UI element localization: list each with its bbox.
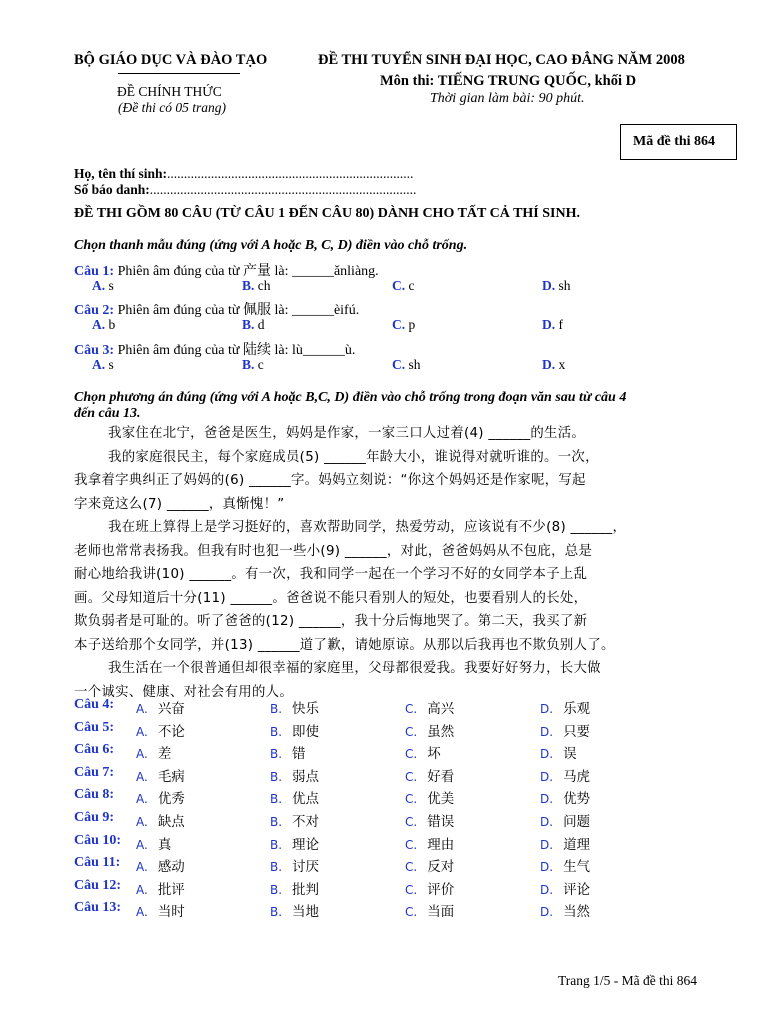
option-letter: A. <box>136 860 148 874</box>
question-number: Câu 10: <box>74 833 122 848</box>
passage-line: 我家住在北宁，爸爸是医生，妈妈是作家，一家三口人过着(4) ______的生活。 <box>108 426 586 441</box>
option-value: 讨厌 <box>292 859 320 875</box>
option-letter: D. <box>540 747 554 761</box>
answer-option-b[interactable] <box>270 900 319 920</box>
option-value: s <box>108 278 114 293</box>
answer-question-number <box>74 878 121 894</box>
answer-question-number <box>74 810 114 826</box>
option-value: 真 <box>157 837 172 853</box>
answer-option-d[interactable] <box>540 855 590 875</box>
option-value: 评论 <box>563 882 591 898</box>
option-b[interactable] <box>242 317 265 333</box>
question-text: Phiên âm đúng của từ 佩服 là: ______èifú. <box>117 303 360 318</box>
answer-option-c[interactable] <box>405 697 454 717</box>
passage-line: 我拿着字典纠正了妈妈的(6) ______字。妈妈立刻说：“你这个妈妈还是作家呢，写起 <box>74 473 586 488</box>
option-letter: B. <box>242 357 255 372</box>
option-letter: A. <box>136 770 148 784</box>
option-letter: D. <box>542 278 556 293</box>
answer-option-a[interactable] <box>136 765 185 785</box>
option-value: 优秀 <box>157 791 185 807</box>
ministry-underline <box>118 73 240 74</box>
question-number: Câu 6: <box>74 742 115 757</box>
option-value: 只要 <box>563 724 591 740</box>
option-letter: B. <box>270 838 283 852</box>
option-value: 高兴 <box>427 701 455 717</box>
option-d[interactable] <box>542 278 571 294</box>
answer-option-c[interactable] <box>405 765 454 785</box>
option-value: 感动 <box>157 859 185 875</box>
answer-option-b[interactable] <box>270 810 319 830</box>
option-letter: C. <box>405 905 418 919</box>
option-value: sh <box>408 357 421 372</box>
answer-question-number <box>74 833 121 849</box>
option-c[interactable] <box>392 278 415 294</box>
option-letter: B. <box>270 883 283 897</box>
question-number: Câu 1: <box>74 264 115 279</box>
answer-option-d[interactable] <box>540 878 590 898</box>
candidate-id-dots: ............................................................................... <box>149 182 417 197</box>
option-value: d <box>257 317 265 332</box>
option-value: 生气 <box>563 859 591 875</box>
option-letter: A. <box>136 815 148 829</box>
answer-question-number <box>74 697 114 713</box>
option-letter: B. <box>270 860 283 874</box>
page-footer: Trang 1/5 - Mã đề thi 864 <box>558 973 697 988</box>
answer-option-b[interactable] <box>270 697 319 717</box>
exam-code-box <box>620 124 737 160</box>
answer-option-a[interactable] <box>136 787 185 807</box>
option-letter: D. <box>542 357 556 372</box>
option-value: 差 <box>157 746 172 762</box>
section1-instruction: Chọn thanh mẫu đúng (ứng với A hoặc B, C, D) điền vào chỗ trống. <box>74 238 468 253</box>
question-text: Phiên âm đúng của từ 陆续 là: lù______ù. <box>117 343 356 358</box>
option-value: f <box>558 317 563 332</box>
answer-option-d[interactable] <box>540 742 577 762</box>
answer-option-c[interactable] <box>405 787 454 807</box>
option-letter: B. <box>270 770 283 784</box>
option-b[interactable] <box>242 357 264 373</box>
option-value: 理由 <box>427 837 455 853</box>
answer-question-number <box>74 900 121 916</box>
question-number: Câu 3: <box>74 343 115 358</box>
option-value: 误 <box>563 746 577 762</box>
answer-option-d[interactable] <box>540 787 590 807</box>
option-value: s <box>108 357 114 372</box>
option-letter: C. <box>392 317 406 332</box>
option-value: 马虎 <box>563 769 591 785</box>
option-value: 优势 <box>563 791 591 807</box>
answer-option-b[interactable] <box>270 855 319 875</box>
option-letter: B. <box>270 747 283 761</box>
question-number: Câu 4: <box>74 697 115 712</box>
answer-question-number <box>74 765 114 781</box>
option-letter: A. <box>136 905 148 919</box>
option-value: 虽然 <box>427 724 455 740</box>
option-value: 即使 <box>292 724 320 740</box>
question-number: Câu 9: <box>74 810 115 825</box>
option-letter: D. <box>540 815 554 829</box>
exam-code-text: Mã đề thi 864 <box>633 134 716 149</box>
option-value: 理论 <box>292 837 320 853</box>
answer-option-b[interactable] <box>270 742 306 762</box>
answer-option-d[interactable] <box>540 900 590 920</box>
option-letter: B. <box>242 317 255 332</box>
option-letter: C. <box>392 278 406 293</box>
question-number: Câu 13: <box>74 900 122 915</box>
option-letter: A. <box>136 838 148 852</box>
option-value: 评价 <box>427 882 455 898</box>
candidate-id-line <box>74 182 416 198</box>
option-value: 错 <box>292 746 306 762</box>
option-letter: C. <box>405 725 418 739</box>
question-text: Phiên âm đúng của từ 产量 là: ______ǎnliàng. <box>117 264 379 279</box>
passage-line: 老师也常常表扬我。但我有时也犯一些小(9) ______，对此，爸爸妈妈从不包庇，总是 <box>74 543 593 559</box>
section2-instruction-2: đến câu 13. <box>74 406 141 421</box>
answer-option-a[interactable] <box>136 855 185 875</box>
passage-line: 画。父母知道后十分(11) ______。爸爸说不能只看别人的短处，也要看别人的长处， <box>74 590 588 606</box>
question-number: Câu 12: <box>74 878 122 893</box>
option-letter: D. <box>540 702 554 716</box>
option-value: 批评 <box>157 882 185 898</box>
option-value: 错误 <box>427 814 455 830</box>
option-letter: A. <box>136 883 148 897</box>
answer-option-a[interactable] <box>136 878 185 898</box>
answer-question-number <box>74 720 114 736</box>
option-value: 批判 <box>292 882 320 898</box>
candidate-name-dots: ......................................................................... <box>167 166 414 181</box>
question-number: Câu 8: <box>74 787 115 802</box>
option-letter: D. <box>540 770 554 784</box>
option-letter: D. <box>540 792 554 806</box>
question-number: Câu 5: <box>74 720 115 735</box>
question-number: Câu 7: <box>74 765 115 780</box>
option-letter: C. <box>405 792 418 806</box>
subject-line: Môn thi: TIẾNG TRUNG QUỐC, khối D <box>380 73 637 89</box>
option-value: 反对 <box>427 859 455 875</box>
reading-passage <box>74 422 714 704</box>
answer-option-d[interactable] <box>540 765 590 785</box>
option-c[interactable] <box>392 317 415 333</box>
option-letter: B. <box>270 792 283 806</box>
option-value: 乐观 <box>563 701 591 717</box>
option-a[interactable] <box>92 317 115 333</box>
option-letter: C. <box>405 747 418 761</box>
passage-line: 本子送给那个女同学，并(13) ______道了歉，请她原谅。从那以后我再也不欺负别人了。 <box>74 637 615 653</box>
answer-option-c[interactable] <box>405 878 454 898</box>
option-letter: C. <box>405 838 418 852</box>
passage-line: 耐心地给我讲(10) ______。有一次，我和同学一起在一个学习不好的女同学本子上乱 <box>74 567 588 582</box>
candidate-name-line <box>74 166 413 182</box>
option-letter: C. <box>405 702 418 716</box>
official-label: ĐỀ CHÍNH THỨC <box>117 84 222 99</box>
option-value: 优点 <box>292 791 320 807</box>
option-letter: A. <box>92 317 106 332</box>
question-2 <box>74 299 359 319</box>
answer-option-b[interactable] <box>270 878 319 898</box>
answer-option-d[interactable] <box>540 720 590 740</box>
exam-title: ĐỀ THI TUYỂN SINH ĐẠI HỌC, CAO ĐẲNG NĂM 2008 <box>318 52 685 68</box>
option-letter: C. <box>405 815 418 829</box>
option-letter: A. <box>136 725 148 739</box>
option-value: 快乐 <box>292 701 320 717</box>
option-letter: B. <box>270 815 283 829</box>
answer-question-number <box>74 787 114 803</box>
exam-note: ĐỀ THI GỒM 80 CÂU (TỪ CÂU 1 ĐẾN CÂU 80) DÀNH CHO TẤT CẢ THÍ SINH. <box>74 206 580 221</box>
option-letter: C. <box>405 860 418 874</box>
answer-option-b[interactable] <box>270 720 319 740</box>
answer-option-a[interactable] <box>136 742 171 762</box>
option-c[interactable] <box>392 357 421 373</box>
option-value: 坏 <box>427 746 441 762</box>
option-value: c <box>408 278 415 293</box>
option-value: 当时 <box>157 904 185 920</box>
option-letter: D. <box>540 860 554 874</box>
answer-option-c[interactable] <box>405 855 454 875</box>
option-value: 好看 <box>427 769 455 785</box>
question-3 <box>74 339 355 359</box>
answer-option-b[interactable] <box>270 833 319 853</box>
option-letter: B. <box>270 725 283 739</box>
time-line: Thời gian làm bài: 90 phút. <box>430 91 585 106</box>
answer-option-d[interactable] <box>540 697 590 717</box>
option-letter: A. <box>92 357 106 372</box>
answer-question-number <box>74 855 120 871</box>
option-letter: D. <box>540 905 554 919</box>
answer-option-a[interactable] <box>136 720 185 740</box>
option-value: 毛病 <box>157 769 185 785</box>
option-value: 道理 <box>563 837 591 853</box>
option-letter: D. <box>540 883 554 897</box>
option-letter: C. <box>405 770 418 784</box>
passage-line: 欺负弱者是可耻的。听了爸爸的(12) ______，我十分后悔地哭了。第二天，我买了新 <box>74 614 588 629</box>
question-1 <box>74 260 379 280</box>
candidate-id-label: Số báo danh: <box>74 182 150 197</box>
answer-option-a[interactable] <box>136 810 185 830</box>
passage-line: 我生活在一个很普通但却很幸福的家庭里，父母都很爱我。我要好好努力，长大做 <box>108 661 601 676</box>
option-value: 问题 <box>563 814 591 830</box>
answer-option-a[interactable] <box>136 833 171 853</box>
answer-option-c[interactable] <box>405 810 454 830</box>
option-value: 缺点 <box>157 814 185 830</box>
option-a[interactable] <box>92 278 114 294</box>
option-letter: C. <box>392 357 406 372</box>
answer-question-number <box>74 742 114 758</box>
option-value: 当然 <box>563 904 591 920</box>
option-d[interactable] <box>542 317 563 333</box>
option-letter: D. <box>540 725 554 739</box>
ministry-title: BỘ GIÁO DỤC VÀ ĐÀO TẠO <box>74 52 268 68</box>
option-value: 优美 <box>427 791 455 807</box>
question-number: Câu 2: <box>74 303 115 318</box>
option-value: p <box>408 317 416 332</box>
option-a[interactable] <box>92 357 114 373</box>
answer-option-c[interactable] <box>405 833 454 853</box>
passage-line: 我的家庭很民主，每个家庭成员(5) ______年龄大小，谁说得对就听谁的。一次， <box>108 449 599 465</box>
passage-line: 一个诚实、健康、对社会有用的人。 <box>74 684 294 700</box>
passage-line: 字来竟这么(7) ______，真惭愧！” <box>74 496 285 512</box>
option-value: 不对 <box>292 814 320 830</box>
option-letter: B. <box>270 905 283 919</box>
option-value: 兴奋 <box>157 701 185 717</box>
question-number: Câu 11: <box>74 855 121 870</box>
answer-option-c[interactable] <box>405 900 454 920</box>
option-letter: A. <box>136 792 148 806</box>
answer-option-a[interactable] <box>136 697 185 717</box>
option-letter: D. <box>542 317 556 332</box>
option-letter: B. <box>270 702 283 716</box>
option-value: x <box>558 357 566 372</box>
answer-option-d[interactable] <box>540 833 590 853</box>
passage-line: 我在班上算得上是学习挺好的，喜欢帮助同学，热爱劳动，应该说有不少(8) ______， <box>108 520 627 535</box>
option-letter: B. <box>242 278 255 293</box>
option-value: 不论 <box>157 724 185 740</box>
option-value: 当地 <box>292 904 320 920</box>
option-value: ch <box>257 278 271 293</box>
option-value: 弱点 <box>292 769 320 785</box>
option-letter: A. <box>136 747 148 761</box>
option-value: sh <box>558 278 571 293</box>
option-b[interactable] <box>242 278 271 294</box>
option-letter: D. <box>540 838 554 852</box>
option-value: 当面 <box>427 904 455 920</box>
option-value: c <box>257 357 264 372</box>
option-value: b <box>108 317 116 332</box>
section2-instruction-1: Chọn phương án đúng (ứng với A hoặc B,C, D) điền vào chỗ trống trong đoạn văn sau từ câu 4 <box>74 390 627 405</box>
answer-option-c[interactable] <box>405 720 454 740</box>
candidate-name-label: Họ, tên thí sinh: <box>74 166 168 181</box>
answer-option-d[interactable] <box>540 810 590 830</box>
answer-option-a[interactable] <box>136 900 185 920</box>
option-letter: C. <box>405 883 418 897</box>
option-d[interactable] <box>542 357 565 373</box>
answer-option-c[interactable] <box>405 742 441 762</box>
option-letter: A. <box>136 702 148 716</box>
option-letter: A. <box>92 278 106 293</box>
pages-note: (Đề thi có 05 trang) <box>118 100 226 115</box>
answer-option-b[interactable] <box>270 787 319 807</box>
answer-option-b[interactable] <box>270 765 319 785</box>
